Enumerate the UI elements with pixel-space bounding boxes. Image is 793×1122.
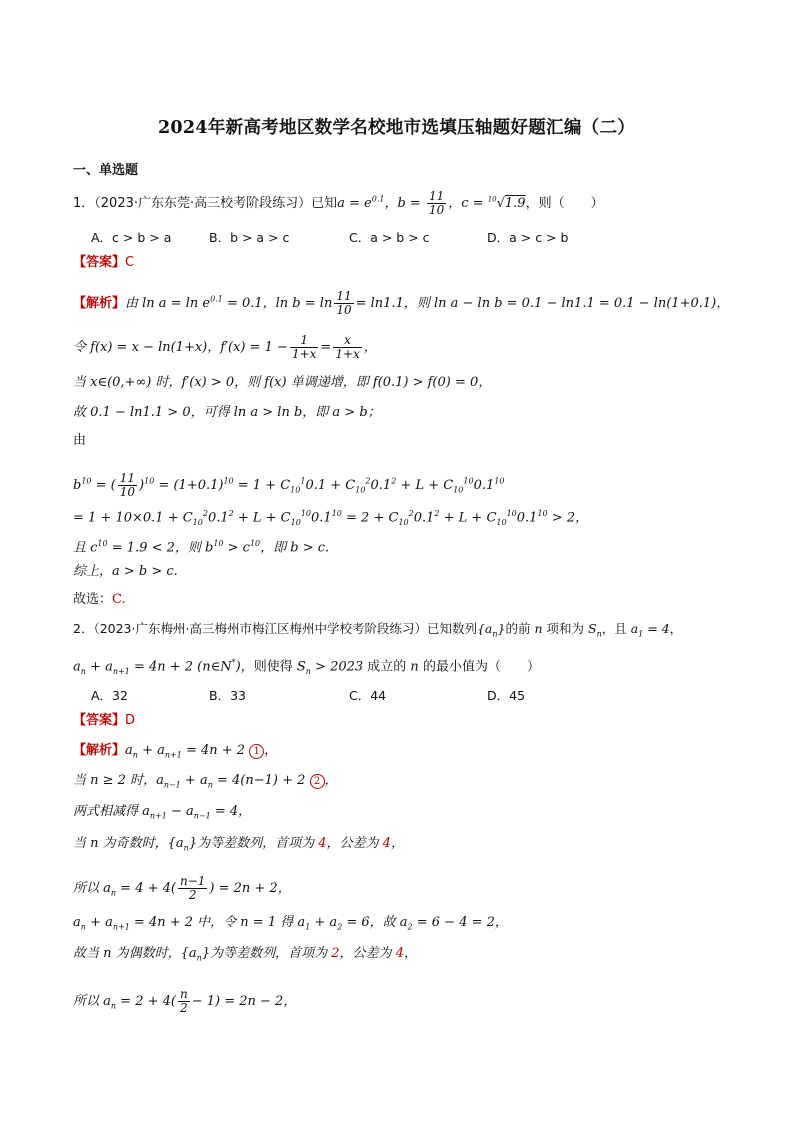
q1-sol-line-9: 综上，a > b > c. [73,564,178,579]
q1-stem-prefix: 1．（2023·广东东莞·高三校考阶段练习）已知 [73,196,338,211]
page-title: 2024年新高考地区数学名校地市选填压轴题好题汇编（二） [157,118,636,138]
q1-answer-value: C [125,255,135,270]
q1-option-c: C．a > b > c [349,230,430,245]
q2-answer [73,712,135,730]
q2-stem-line-2: $a_n + a_{n+1} = 4n + 2$ (n∈N*)，则使得 $S_n > 2023$ 成立的 n 的最小值为（ ） [73,658,540,676]
q2-option-d: D．45 [487,688,526,703]
q2-sol-line-2: 当 n ≥ 2 时，$a_{n-1} + a_n = 4(n-1) + 2$ 2 ， [73,773,338,790]
q1-sol-line-10: 故选：C. [73,592,126,607]
q1-answer [73,254,134,272]
circle-two-marker: 2 [310,774,325,789]
q2-sol-line-5: 所以 $a_n = 4 + 4$( $\frac{n-1}{2}$ ) = 2n + 2， [73,874,291,902]
q2-sol-line-1: 【解析】$a_n + a_{n+1} = 4n + 2$ 1 ， [73,743,278,760]
q1-sol-line-5: 由 [73,433,87,448]
q2-option-a: A．32 [91,688,128,703]
analysis-tag: 【解析】 [73,296,126,311]
q2-sol-line-7: 故当 n 为偶数时，$\{a_n\}$为等差数列，首项为 2，公差为 4， [73,946,417,963]
q1-stem-suffix: ，则（ ） [525,196,604,211]
q2-option-b: B．33 [209,688,246,703]
q2-sol-line-6: $a_n + a_{n+1} = 4n + 2$ 中，令 n = 1 得 $a_1 + a_2 = 6$，故 $a_2 = 6 - 4 = 2$， [73,915,508,932]
q1-option-b: B．b > a > c [209,230,290,245]
q1-sol-line-6: $b^{10}$ = ( $\frac{11}{10}$ )$^{10} = (1+0.1)^{10} = 1 + C_{10}^10.1 + C_{10}^20.1^2 + L + C_{10}^{10}0.1^{10}$ [73,471,505,499]
analysis-tag: 【解析】 [73,743,126,758]
q1-stem [73,190,604,217]
q1-stem-math: $a = e^{0.1}$，b = $\frac{11}{10}$ ，c = $^{10}$√1.9 [337,189,526,217]
q2-option-c: C．44 [349,688,387,703]
q2-sol-line-8: 所以 $a_n = 2 + 4$( $\frac{n}{2}$ − 1) = 2n − 2， [73,987,297,1015]
q1-sol-line-8: 且 $c^{10} = 1.9 < 2$，则 $b^{10} > c^{10}$，即 b > c. [73,539,330,556]
circle-one-marker: 1 [249,744,264,759]
q2-sol-line-3: 两式相减得 $a_{n+1} - a_{n-1} = 4$， [73,804,252,821]
q1-sol-line-1: 【解析】由 $\ln a = \ln e^{0.1} = 0.1$，ln b = ln $\frac{11}{10}$ = ln1.1，则 ln a − ln b = 0.1 − ln1.1 = 0.1 − ln(1+0.1)， [73,289,730,317]
section-heading: 一、单选题 [73,163,139,178]
q2-stem-line-1: 2．（2023·广东梅州·高三梅州市梅江区梅州中学校考阶段练习）已知数列$\{a_n\}$的前 n 项和为 $S_n$，且 $a_1 = 4$， [73,621,683,639]
answer-tag: 【答案】 [73,713,126,728]
answer-tag: 【答案】 [73,255,126,270]
q2-answer-value: D [125,713,136,728]
q1-sol-line-7: = $1 + 10\times 0.1 + C_{10}^20.1^2 + L + C_{10}^{10}0.1^{10} = 2 + C_{10}^20.1^2 + L + C_{10}^{10}0.1^{10} > 2$， [73,509,589,527]
q1-sol-line-3: 当 x∈(0,+∞) 时，f′(x) > 0，则 f(x) 单调递增，即 f(0.1) > f(0) = 0， [73,375,492,390]
q1-sol-line-4: 故 0.1 − ln1.1 > 0，可得 ln a > ln b，即 a > b； [73,405,381,420]
q1-option-d: D．a > c > b [487,230,569,245]
q2-sol-line-4: 当 n 为奇数时，$\{a_n\}$为等差数列，首项为 4，公差为 4， [73,836,404,853]
q1-option-a: A．c > b > a [91,230,172,245]
q1-sol-line-2: 令 f(x) = x − ln(1+x)，f′(x) = 1 − $\frac{1}{1+x}$ = $\frac{x}{1+x}$ ， [73,333,377,361]
